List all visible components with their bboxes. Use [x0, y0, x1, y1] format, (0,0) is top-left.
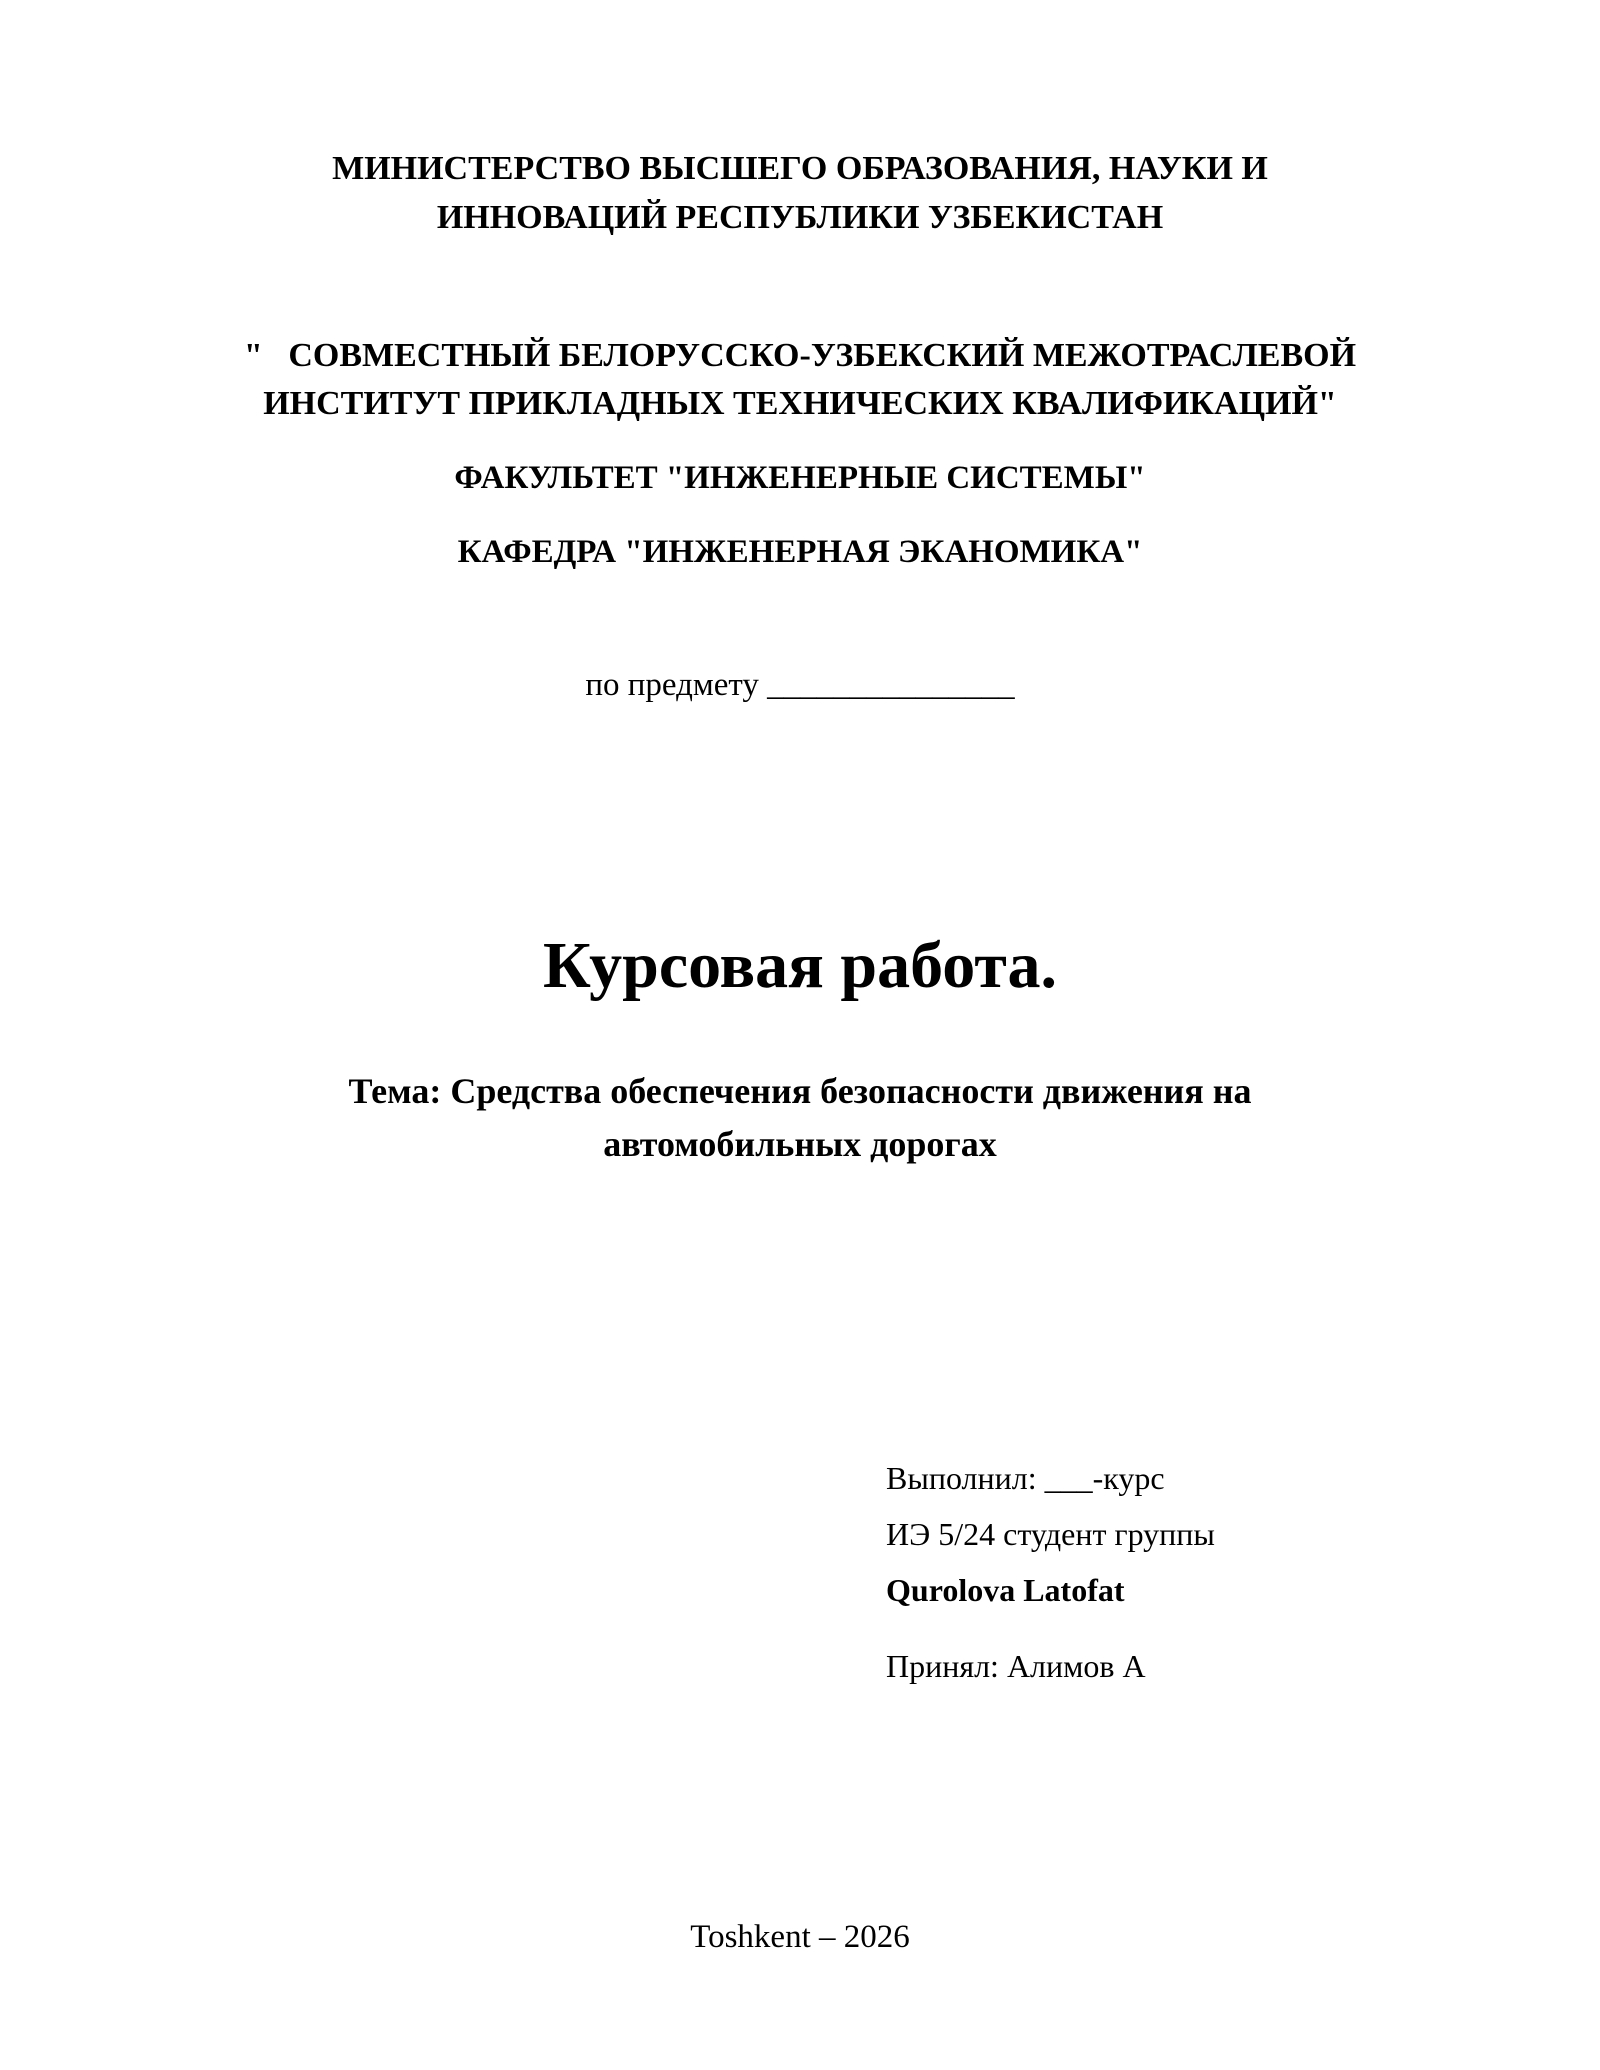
institute-quote-open: " — [243, 337, 263, 374]
theme-line-2: автомобильных дорогах — [603, 1124, 997, 1164]
institute-line-1-text: СОВМЕСТНЫЙ БЕЛОРУССКО-УЗБЕКСКИЙ МЕЖОТРАСЛЕВОЙ — [288, 337, 1357, 374]
city-year: Toshkent – 2026 — [690, 1919, 910, 1955]
subject-line: по предмету _______________ — [585, 667, 1015, 703]
accepted-by: Принял: Алимов А — [886, 1648, 1146, 1684]
faculty: ФАКУЛЬТЕТ "ИНЖЕНЕРНЫЕ СИСТЕМЫ" — [454, 460, 1146, 496]
student-name: Qurolova Latofat — [886, 1572, 1125, 1608]
institute-gap — [263, 337, 289, 374]
department: КАФЕДРА "ИНЖЕНЕРНАЯ ЭКАНОМИКА" — [457, 534, 1143, 570]
theme-line-1: Тема: Средства обеспечения безопасности движения на — [348, 1071, 1252, 1111]
completed-by: Выполнил: ___-курс — [886, 1460, 1165, 1496]
institute-line-1 — [0, 332, 1600, 380]
ministry-line-2: ИННОВАЦИЙ РЕСПУБЛИКИ УЗБЕКИСТАН — [436, 199, 1164, 236]
institute-line-2: ИНСТИТУТ ПРИКЛАДНЫХ ТЕХНИЧЕСКИХ КВАЛИФИКАЦИЙ" — [263, 385, 1337, 422]
student-group: ИЭ 5/24 студент группы — [886, 1516, 1215, 1552]
work-title: Курсовая работа. — [542, 929, 1058, 1002]
ministry-line-1: МИНИСТЕРСТВО ВЫСШЕГО ОБРАЗОВАНИЯ, НАУКИ И — [332, 150, 1268, 187]
